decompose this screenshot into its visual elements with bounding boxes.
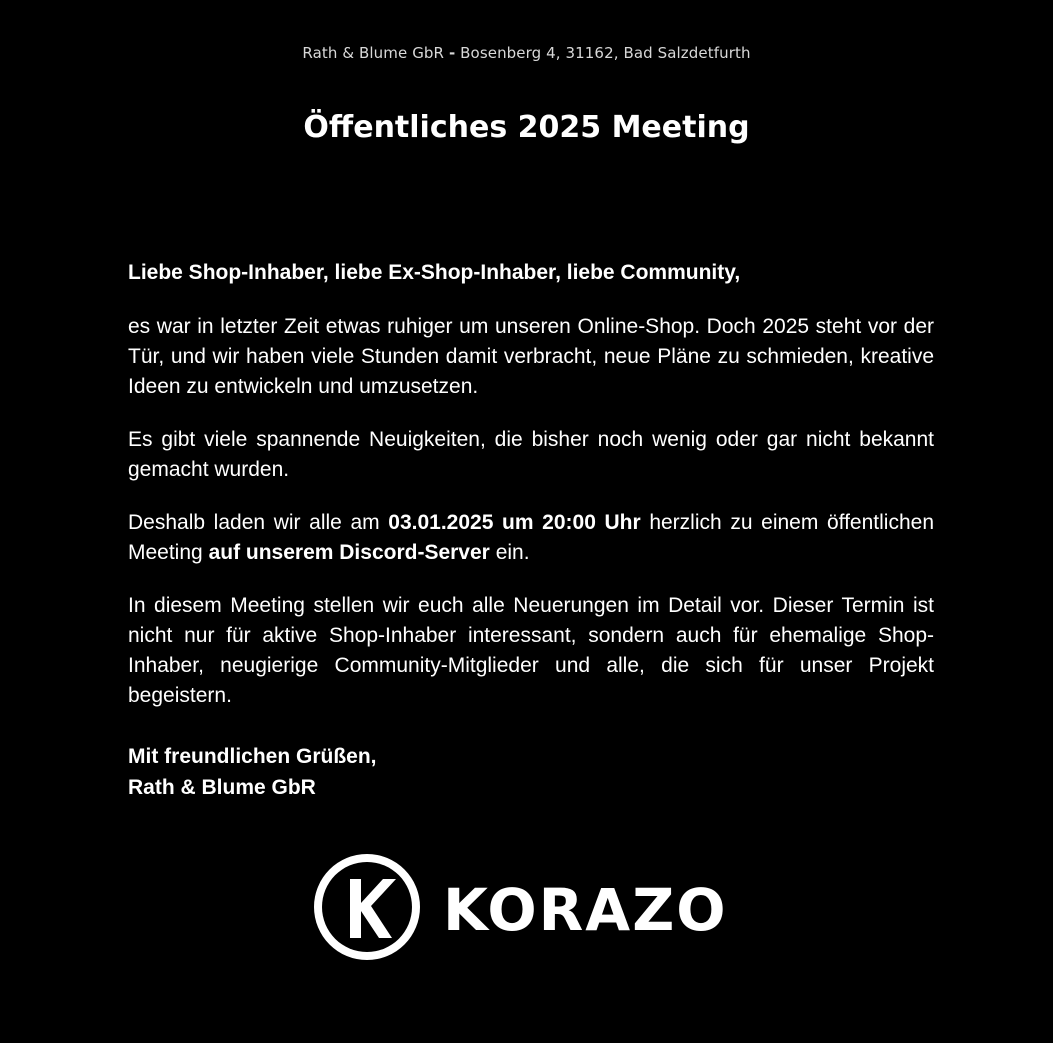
k-circle-icon — [314, 854, 420, 960]
invitation-text-middle: herzlich zu einem öffentlichen Meeting — [128, 511, 934, 564]
korazo-logo-graphic — [313, 852, 753, 962]
letter-greeting: Liebe Shop-Inhaber, liebe Ex-Shop-Inhaber, liebe Community, — [128, 261, 741, 284]
letter-paragraph-intro: es war in letzter Zeit etwas ruhiger um unseren Online-Shop. Doch 2025 steht vor der Tür, und wir haben viele Stunden damit verbracht, neue Pläne zu schmieden, kreative Ideen zu entwickeln und umzusetzen. — [128, 315, 934, 398]
letter-closing — [128, 741, 934, 803]
invitation-text-end: ein. — [495, 541, 530, 564]
closing-salutation: Mit freundlichen Grüßen, — [128, 745, 377, 768]
closing-signature: Rath & Blume GbR — [128, 776, 316, 799]
address-separator: - — [448, 44, 456, 62]
page-title: Öffentliches 2025 Meeting — [303, 110, 750, 145]
korazo-logo — [313, 852, 753, 962]
meeting-location: auf unserem Discord-Server — [208, 541, 490, 564]
letter-body — [128, 258, 934, 803]
invitation-text-start: Deshalb laden wir alle am — [128, 511, 380, 534]
letter-paragraph-invitation — [128, 508, 934, 568]
header-address — [0, 44, 1053, 62]
meeting-datetime: 03.01.2025 um 20:00 Uhr — [388, 511, 641, 534]
letter-paragraph-details: In diesem Meeting stellen wir euch alle Neuerungen im Detail vor. Dieser Termin ist nicht nur für aktive Shop-Inhaber interessant, sondern auch für ehemalige Shop-Inhaber, neugierige Community-Mitglieder und alle, die sich für unser Projekt begeistern. — [128, 594, 934, 707]
company-address: Bosenberg 4, 31162, Bad Salzdetfurth — [460, 44, 751, 62]
company-name: Rath & Blume GbR — [302, 44, 445, 62]
korazo-wordmark: KORAZO — [443, 876, 728, 944]
letter-paragraph-news: Es gibt viele spannende Neuigkeiten, die bisher noch wenig oder gar nicht bekannt gemacht wurden. — [128, 428, 934, 481]
